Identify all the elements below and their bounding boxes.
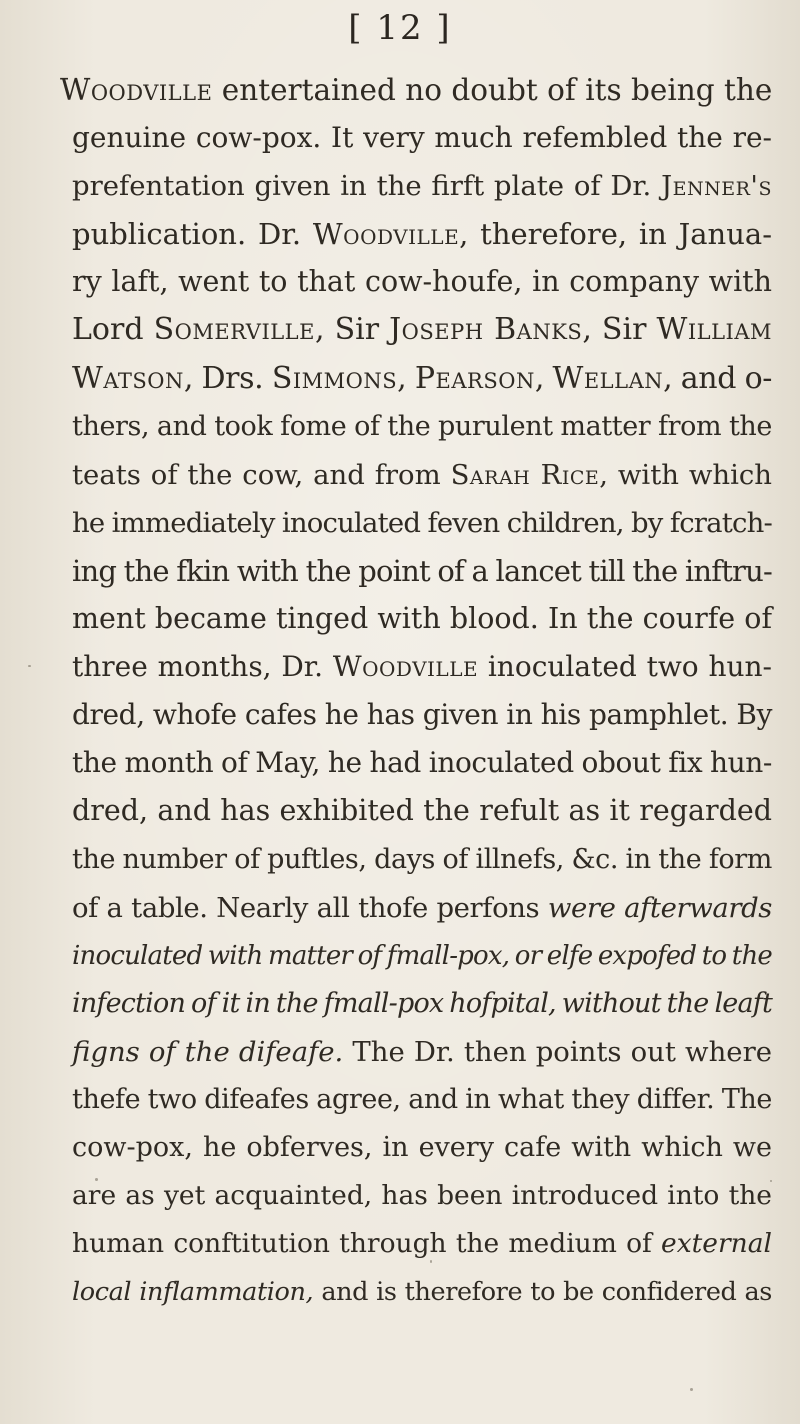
page-number: [ 12 ] xyxy=(348,8,452,48)
text-segment: , with which xyxy=(599,458,772,491)
text-segment: genuine cow-pox. It very much refembled the re- xyxy=(72,121,772,155)
text-line xyxy=(48,1076,772,1124)
text-segment: entertained no doubt of its being the xyxy=(212,73,773,107)
text-segment: ment became tinged with blood. In the courfe of xyxy=(72,602,772,636)
text-line xyxy=(48,499,772,547)
text-segment: Watson xyxy=(72,360,184,396)
text-segment: ry laft, went to that cow-houfe, in company with xyxy=(72,265,772,299)
text-line xyxy=(48,836,772,884)
text-segment: Jenner's xyxy=(661,170,772,203)
text-segment: , therefore, in Janua- xyxy=(459,217,772,252)
text-line xyxy=(48,884,772,932)
text-segment: local inflammation, xyxy=(72,1277,314,1308)
text-segment: ing the fkin with the point of a lancet till the inftru- xyxy=(72,553,772,588)
text-line xyxy=(48,1124,772,1172)
text-segment: , xyxy=(534,360,553,396)
text-segment: , and o- xyxy=(663,360,772,396)
text-line xyxy=(48,691,772,739)
text-line xyxy=(48,306,772,354)
text-segment: cow-pox, he obferves, in every cafe with which we xyxy=(72,1132,772,1164)
text-segment: external xyxy=(661,1228,772,1260)
text-line xyxy=(48,66,772,114)
text-line xyxy=(48,1268,772,1316)
text-line xyxy=(48,595,772,643)
text-segment: dred, whofe cafes he has given in his pamphlet. By xyxy=(72,698,772,732)
text-line xyxy=(48,643,772,691)
text-segment: human conftitution through the medium of xyxy=(72,1228,662,1260)
text-segment: are as yet acquainted, has been introduced into the xyxy=(72,1180,772,1212)
text-line xyxy=(48,932,772,980)
text-segment: thefe two difeafes agree, and in what they differ. The xyxy=(72,1083,772,1115)
text-line xyxy=(48,258,772,306)
text-segment: inoculated two hun- xyxy=(478,650,773,684)
text-line xyxy=(48,1172,772,1220)
text-line xyxy=(48,739,772,787)
text-segment: Woodville xyxy=(312,217,460,252)
text-segment: publication. Dr. xyxy=(72,217,313,252)
text-segment: he immediately inoculated feven children, by fcratch- xyxy=(72,506,772,539)
text-line xyxy=(48,162,772,210)
text-segment: Simmons xyxy=(271,360,398,396)
text-segment: three months, Dr. xyxy=(72,650,333,684)
text-line xyxy=(48,210,772,258)
text-segment: Somerville xyxy=(153,312,315,348)
text-segment: Lord xyxy=(72,312,154,348)
text-segment: , Sir xyxy=(582,312,657,348)
text-line xyxy=(48,355,772,403)
text-segment: the month of May, he had inoculated obout fix hun- xyxy=(72,746,772,780)
text-segment: Wellan xyxy=(552,360,664,396)
text-line xyxy=(48,1028,772,1076)
text-line xyxy=(48,787,772,835)
text-line xyxy=(48,980,772,1028)
text-segment: teats of the cow, and from xyxy=(72,458,451,491)
text-segment: of a table. Nearly all thofe perfons xyxy=(72,891,548,924)
text-line xyxy=(48,114,772,162)
text-segment: thers, and took fome of the purulent matter from the xyxy=(72,410,772,442)
text-segment: and is therefore to be confidered as xyxy=(313,1277,772,1308)
text-segment: the number of puftles, days of illnefs, &c. in the form xyxy=(72,843,772,875)
text-segment: figns of the difeafe. xyxy=(72,1035,344,1068)
text-line xyxy=(48,451,772,499)
text-segment: Woodville xyxy=(60,73,213,107)
text-segment: infection of it in the fmall-pox hofpital, without the leaft xyxy=(72,987,772,1019)
text-segment: Pearson xyxy=(414,360,535,396)
text-segment: Sarah Rice xyxy=(450,458,600,491)
text-segment: prefentation given in the firft plate of Dr. xyxy=(72,170,662,203)
text-segment: , xyxy=(397,360,415,396)
text-segment: Woodville xyxy=(332,650,479,684)
text-segment: Joseph Banks xyxy=(389,312,583,348)
text-segment: were afterwards xyxy=(547,891,772,924)
text-line xyxy=(48,1220,772,1268)
text-segment: , Sir xyxy=(314,312,390,348)
text-line xyxy=(48,403,772,451)
paper-speck xyxy=(690,1388,693,1391)
body-text xyxy=(48,66,772,1316)
text-segment: The Dr. then points out where xyxy=(343,1035,772,1068)
text-segment: William xyxy=(656,312,772,348)
text-line xyxy=(48,547,772,595)
paper-speck xyxy=(28,665,31,667)
text-segment: inoculated with matter of fmall-pox, or elfe expofed to the xyxy=(72,940,772,971)
text-segment: dred, and has exhibited the refult as it regarded xyxy=(72,794,772,828)
text-segment: , Drs. xyxy=(183,360,272,396)
